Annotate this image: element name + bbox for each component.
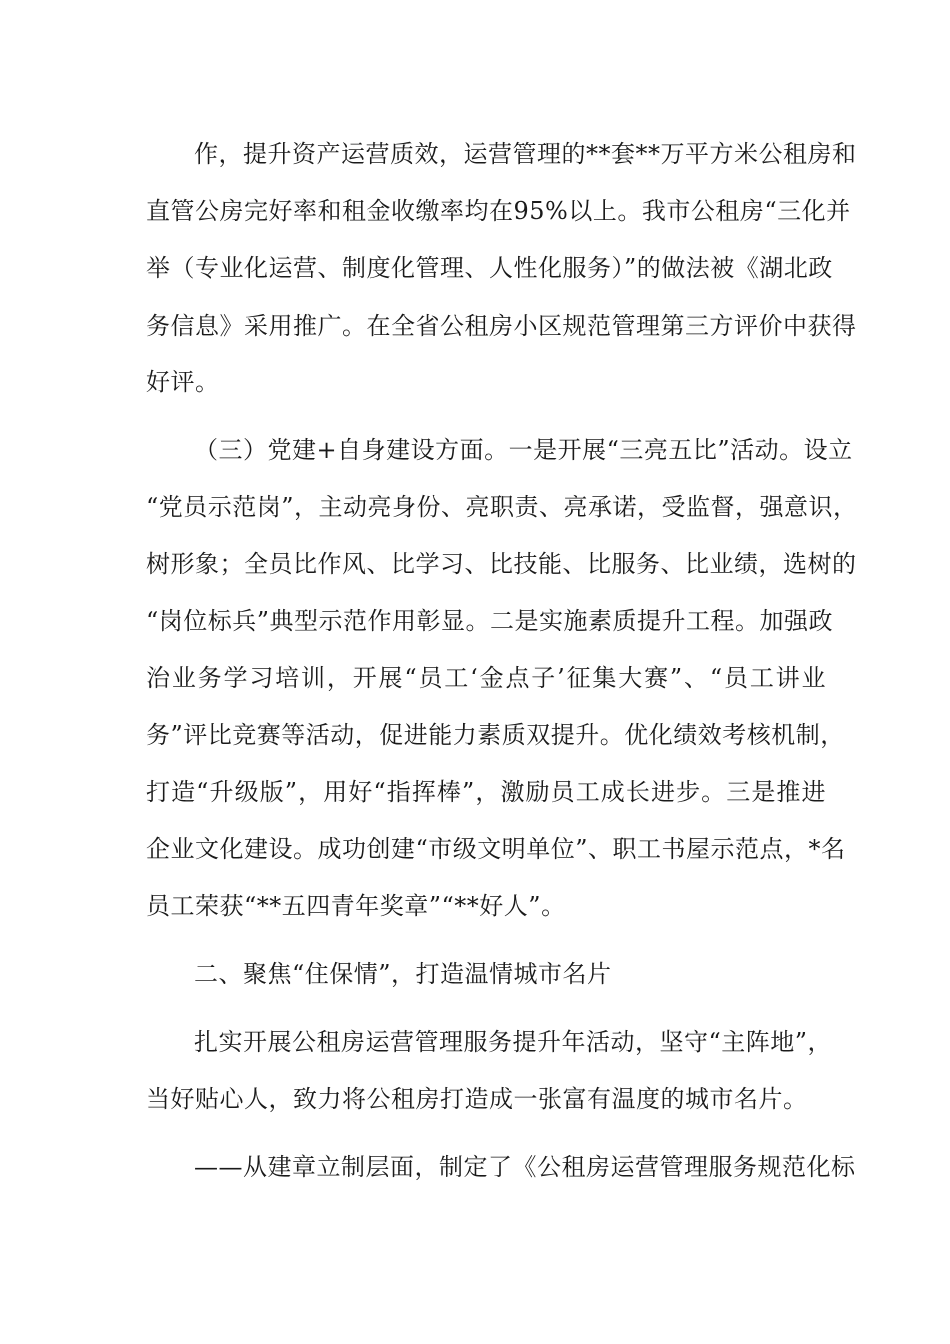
paragraph-2-line-4: “岗位标兵”典型示范作用彰显。二是实施素质提升工程。加强政 — [146, 607, 834, 635]
paragraph-2-line-6: 务”评比竞赛等活动，促进能力素质双提升。优化绩效考核机制， — [146, 721, 845, 749]
paragraph-2-line-7: 打造“升级版”，用好“指挥棒”，激励员工成长进步。三是推进 — [146, 778, 826, 806]
paragraph-1-line-3: 举（专业化运营、制度化管理、人性化服务）”的做法被《湖北政 — [146, 254, 833, 282]
paragraph-2-line-3: 树形象；全员比作风、比学习、比技能、比服务、比业绩，选树的 — [146, 550, 857, 578]
paragraph-2-line-9: 员工荣获“**五四青年奖章”“**好人”。 — [146, 892, 566, 920]
paragraph-4-line-1: ——从建章立制层面，制定了《公租房运营管理服务规范化标 — [194, 1153, 856, 1181]
paragraph-2-line-2: “党员示范岗”，主动亮身份、亮职责、亮承诺，受监督，强意识， — [146, 493, 858, 521]
paragraph-2-line-1: （三）党建+自身建设方面。一是开展“三亮五比”活动。设立 — [194, 436, 853, 464]
paragraph-2-line-8: 企业文化建设。成功创建“市级文明单位”、职工书屋示范点，*名 — [146, 835, 846, 863]
paragraph-2-line-5: 治业务学习培训，开展“员工‘金点子’征集大赛”、“员工讲业 — [146, 664, 826, 692]
paragraph-1-line-1: 作，提升资产运营质效，运营管理的**套**万平方米公租房和 — [194, 140, 857, 168]
paragraph-1-line-4: 务信息》采用推广。在全省公租房小区规范管理第三方评价中获得 — [146, 312, 857, 340]
section-heading: 二、聚焦“住保情”，打造温情城市名片 — [194, 960, 612, 988]
paragraph-1-line-5: 好评。 — [146, 368, 220, 396]
paragraph-3-line-2: 当好贴心人，致力将公租房打造成一张富有温度的城市名片。 — [146, 1085, 808, 1113]
paragraph-1-line-2: 直管公房完好率和租金收缴率均在95%以上。我市公租房“三化并 — [146, 197, 851, 225]
paragraph-3-line-1: 扎实开展公租房运营管理服务提升年活动，坚守“主阵地”， — [194, 1028, 833, 1056]
